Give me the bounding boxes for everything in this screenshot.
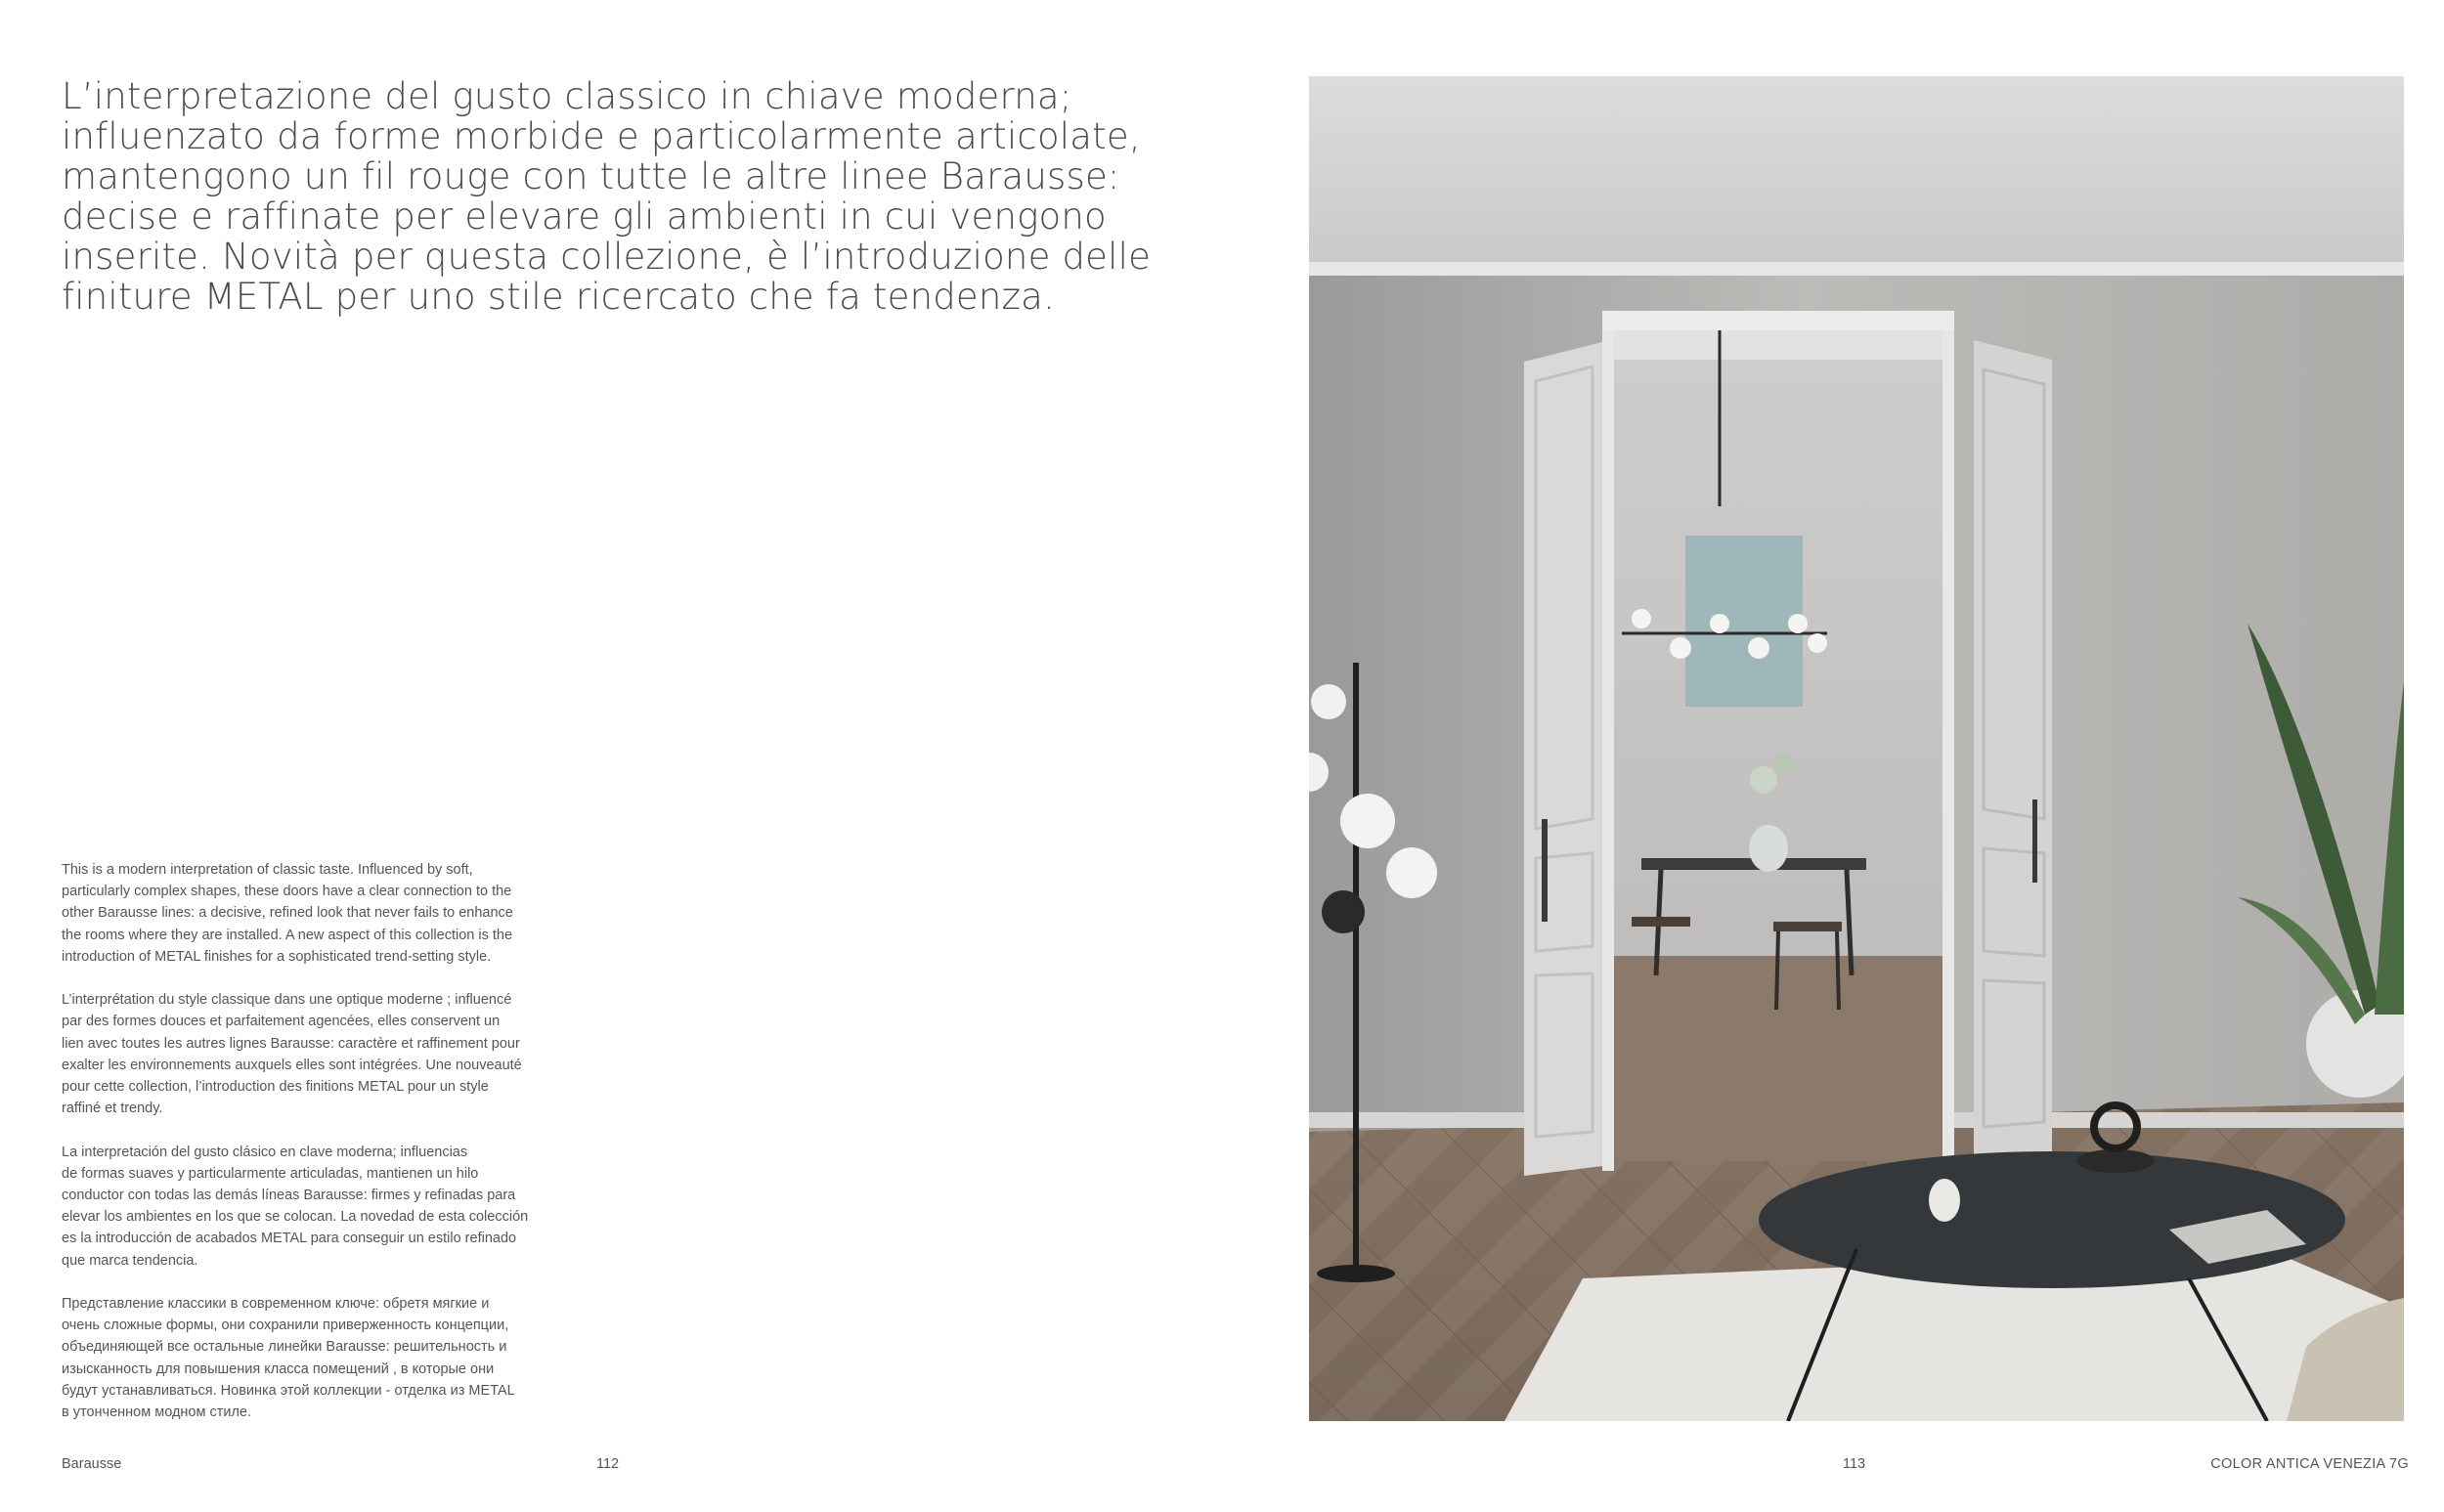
headline-line: influenzato da forme morbide e particolarmente articolate, [62,115,1141,157]
text-line: в утонченном модном стиле. [62,1404,252,1421]
headline-line: finiture METAL per uno stile ricercato che fa tendenza. [62,276,1055,318]
multilingual-description [62,859,609,1445]
text-line: будут устанавливаться. Новинка этой коллекции - отделка из METAL [62,1382,515,1399]
text-line: es la introducción de acabados METAL para conseguir un estilo refinado [62,1231,517,1247]
text-line: elevar los ambientes en los que se colocan. La novedad de esta colección [62,1209,529,1226]
finish-caption: COLOR ANTICA VENEZIA 7G [2210,1456,2409,1472]
text-line: очень сложные формы, они сохранили приверженность концепции, [62,1318,509,1334]
text-line: pour cette collection, l’introduction des finitions METAL pour un style [62,1079,489,1096]
paragraph-spanish [62,1142,609,1272]
text-line: introduction of METAL finishes for a sophisticated trend-setting style. [62,948,492,965]
text-line: La interpretación del gusto clásico en clave moderna; influencias [62,1144,468,1160]
text-line: de formas suaves y particularmente articuladas, mantienen un hilo [62,1165,479,1182]
text-line: изысканность для повышения класса помещений , в которые они [62,1361,495,1377]
headline-line: inserite. Novità per questa collezione, è l’introduzione delle [62,236,1152,278]
text-line: other Barausse lines: a decisive, refined look that never fails to enhance [62,905,513,922]
text-line: the rooms where they are installed. A new aspect of this collection is the [62,927,513,943]
text-line: par des formes douces et parfaitement agencées, elles conservent un [62,1014,501,1030]
paragraph-russian [62,1293,609,1423]
text-line: lien avec toutes les autres lignes Barausse: caractère et raffinement pour [62,1035,520,1052]
text-line: This is a modern interpretation of classic taste. Influenced by soft, [62,862,473,878]
text-line: conductor con todas las demás líneas Barausse: firmes y refinadas para [62,1188,516,1204]
headline-line: decise e raffinate per elevare gli ambienti in cui vengono [62,195,1107,238]
text-line: L’interprétation du style classique dans une optique moderne ; influencé [62,992,512,1009]
footer-brand: Barausse [62,1456,122,1472]
text-line: Представление классики в современном ключе: обретя мягкие и [62,1296,490,1313]
paragraph-english [62,859,609,968]
text-line: particularly complex shapes, these doors have a clear connection to the [62,884,512,900]
headline-line: mantengono un fil rouge con tutte le altre linee Barausse: [62,155,1120,197]
text-line: объединяющей все остальные линейки Barausse: решительность и [62,1339,507,1356]
headline [62,76,1215,317]
text-line: que marca tendencia. [62,1252,198,1269]
interior-photo [1309,76,2404,1421]
interior-photo-illustration [1309,76,2404,1421]
text-line: exalter les environnements auxquels elles sont intégrées. Une nouveauté [62,1057,522,1073]
headline-line: L’interpretazione del gusto classico in chiave moderna; [62,75,1072,117]
page-number-left: 112 [596,1456,620,1472]
paragraph-french [62,989,609,1119]
page-number-right: 113 [1843,1456,1866,1472]
text-line: raffiné et trendy. [62,1101,163,1117]
